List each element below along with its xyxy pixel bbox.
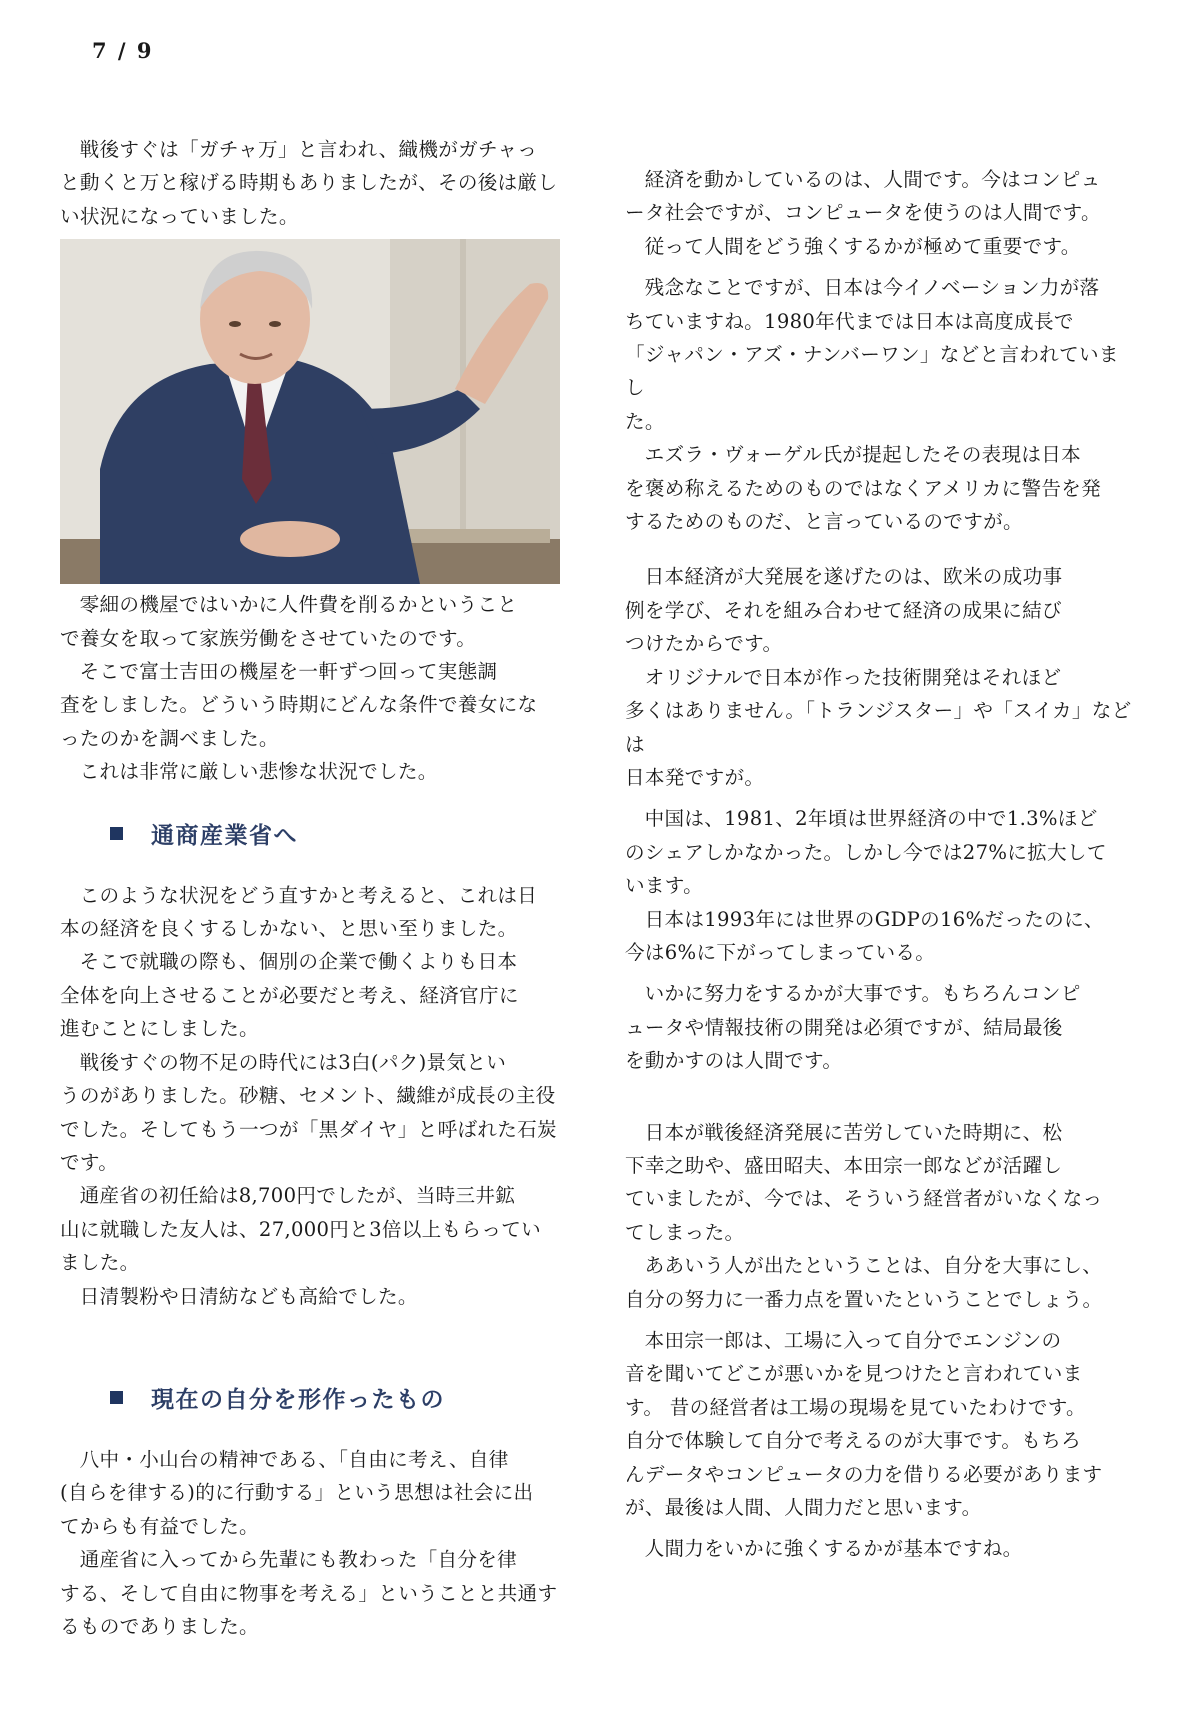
paragraph-managers-2: ああいう人が出たということは、自分を大事にし、 自分の努力に一番力点を置いたということでしょう。 <box>625 1254 1103 1311</box>
paragraph-effort: いかに努力をするかが大事です。もちろんコンピ ュータや情報技術の開発は必須ですが、結局最後 を動かすのは人間です。 <box>625 982 1081 1073</box>
paragraph-development-2: オリジナルで日本が作った技術開発はそれほど 多くはありません。「トランジスター」や「スイカ」などは 日本発ですが。 <box>625 665 1132 789</box>
paragraph-self-1: 八中・小山台の精神である、「自由に考え、自律 (自らを律する)的に行動する」という思想は社会に出 てからも有益でした。 <box>60 1447 534 1538</box>
right-column <box>625 163 1135 1566</box>
paragraph-development-1: 日本経済が大発展を遂げたのは、欧米の成功事 例を学び、それを組み合わせて経済の成果に結び つけたからです。 <box>625 565 1063 656</box>
paragraph-intro: 戦後すぐは「ガチャ万」と言われ、織機がガチャっ と動くと万と稼げる時期もありましたが、その後は厳し い状況になっていました。 <box>60 138 558 228</box>
page-number: 7 / 9 <box>92 38 154 63</box>
paragraph-closing: 人間力をいかに強くするかが基本ですね。 <box>644 1537 1023 1561</box>
square-bullet-icon <box>110 1391 123 1404</box>
section-heading-miti <box>60 811 570 857</box>
left-column <box>60 133 570 1643</box>
paragraph-honda: 本田宗一郎は、工場に入って自分でエンジンの 音を聞いてどこが悪いかを見つけたと言われていま す。 昔の経営者は工場の現場を見ていたわけです。 自分で体験して自分で考えるのが大事です。もちろ んデータやコンピュータの力を借りる必要があります が、最後は人間、人間力だと思います。 <box>625 1329 1103 1520</box>
paragraph-share-2: 日本は1993年には世界のGDPの16%だったのに、 今は6%に下がってしまっている。 <box>625 907 1104 964</box>
paragraph-managers-1: 日本が戦後経済発展に苦労していた時期に、松 下幸之助や、盛田昭夫、本田宗一郎などが活躍し ていましたが、今では、そういう経営者がいなくなっ てしまった。 <box>625 1120 1103 1244</box>
paragraph-share-1: 中国は、1981、2年頃は世界経済の中で1.3%ほど のシェアしかなかった。しかし今では27%に拡大して います。 <box>625 807 1107 898</box>
paragraph-people-1: 経済を動かしているのは、人間です。今はコンピュ ータ社会ですが、コンピュータを使うのは人間です。 <box>625 168 1101 225</box>
paragraph-miti-1: このような状況をどう直すかと考えると、これは日 本の経済を良くするしかない、と思い至りました。 <box>60 883 538 941</box>
paragraph-innovation-1: 残念なことですが、日本は今イノベーション力が落 ちていますね。1980年代までは日本は高度成長で 「ジャパン・アズ・ナンバーワン」などと言われていまし た。 <box>625 276 1119 433</box>
paragraph-miti-5: 日清製粉や日清紡なども高給でした。 <box>79 1284 418 1308</box>
interviewee-illustration <box>60 239 560 584</box>
section-heading-self-text: 現在の自分を形作ったもの <box>151 1387 445 1414</box>
section-heading-miti-text: 通商産業省へ <box>151 823 298 850</box>
paragraph-miti-3: 戦後すぐの物不足の時代には3白(パク)景気とい うのがありました。砂糖、セメント、繊維が成長の主役 でした。そしてもう一つが「黒ダイヤ」と呼ばれた石炭 です。 <box>60 1050 557 1174</box>
section-heading-self <box>60 1375 570 1421</box>
paragraph-weaver-3: これは非常に厳しい悲惨な状況でした。 <box>79 760 438 784</box>
paragraph-weaver-2: そこで富士吉田の機屋を一軒ずつ回って実態調 査をしました。どういう時期にどんな条件で養女にな ったのかを調べました。 <box>60 660 538 750</box>
paragraph-people-2: 従って人間をどう強くするかが極めて重要です。 <box>644 234 1081 258</box>
paragraph-self-2: 通産省に入ってから先輩にも教わった「自分を律 する、そして自由に物事を考える」ということと共通す るものでありました。 <box>60 1548 558 1638</box>
paragraph-miti-4: 通産省の初任給は8,700円でしたが、当時三井鉱 山に就職した友人は、27,000円と3倍以上もらってい ました。 <box>60 1184 541 1275</box>
paragraph-miti-2: そこで就職の際も、個別の企業で働くよりも日本 全体を向上させることが必要だと考え、経済官庁に 進むことにしました。 <box>60 950 519 1041</box>
paragraph-innovation-2: エズラ・ヴォーゲル氏が提起したその表現は日本 を褒め称えるためのものではなくアメリカに警告を発 するためのものだ、と言っているのですが。 <box>625 443 1102 534</box>
paragraph-weaver-1: 零細の機屋ではいかに人件費を削るかということ で養女を取って家族労働をさせていたのです。 <box>60 593 518 650</box>
interview-photo <box>60 239 560 584</box>
square-bullet-icon <box>110 827 123 840</box>
